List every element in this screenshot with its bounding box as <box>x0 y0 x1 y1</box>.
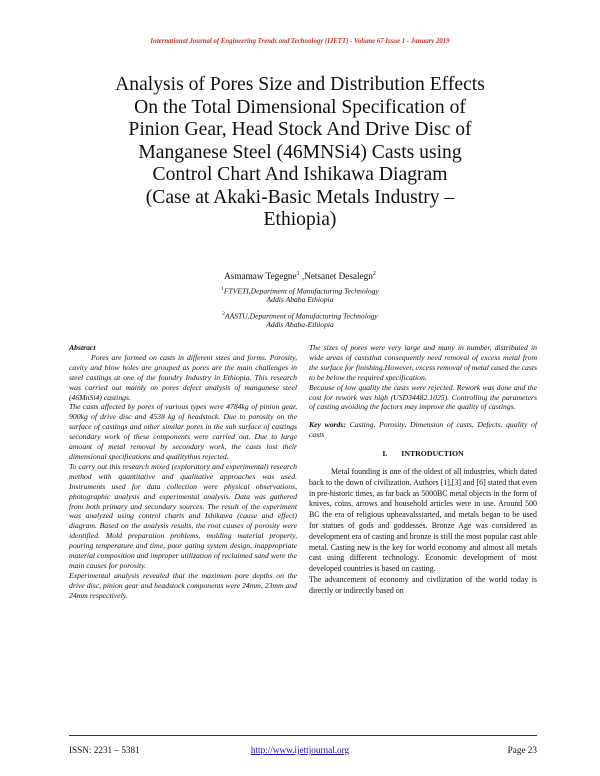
abstract-heading: Abstract <box>69 343 96 352</box>
page-number: Page 23 <box>507 745 537 755</box>
author-affiliation-mark: 1 <box>296 271 300 277</box>
body-paragraph: Metal founding is one of the oldest of all industries, which dated back to the down of civilization. Authors [1],[3] and [6] stated that even in pre-historic times, as far back as 5000BC metal objects in the form of knives, coins, arrows and household articles were in use. Around 500 BC the era of religious upheavalsstarted, and metals began to be used for statues of gods and goddesses. Bronze Age was considered as development era of casting and bronze is still the most popular cast able metal. Casting new is the key for world economy and almost all metals cast using different technology. Economic development of most developed countries is based on casting. <box>309 467 537 574</box>
title-line: Analysis of Pores Size and Distribution Effects <box>115 74 485 95</box>
author-affiliation-mark: 2 <box>372 271 376 277</box>
keywords <box>309 420 537 440</box>
abstract-paragraph: Because of low quality the casts were rejected. Rework was done and the cost for rework was high (USD34482.1025). Controlling the parameters of casting avoiding the factors may improve the quality of castings. <box>309 382 537 412</box>
body-paragraph: The advancement of economy and civilization of the world today is directly or indirectly based on <box>309 575 537 595</box>
affiliation-1-location: Addis Ababa Ethiopia <box>266 295 334 304</box>
keywords-text: Casting, Porosity, Dimension of casts, Defects, quality of casts <box>309 420 538 440</box>
affiliation-mark: 1 <box>221 286 224 292</box>
journal-header: International Journal of Engineering Trends and Technology (IJETT) - Volume 67 Issue 1 - January 2019 <box>150 38 450 45</box>
left-column <box>69 343 297 601</box>
title-line: Manganese Steel (46MNSi4) Casts using <box>138 141 462 163</box>
affiliation-text: AASTU,Department of Manufacturing Technology <box>224 311 378 321</box>
section-heading-introduction <box>309 449 537 459</box>
author-name: Asmamaw Tegegne <box>224 271 297 282</box>
section-number: I. <box>382 449 388 459</box>
title-line: (Case at Akaki-Basic Metals Industry – <box>145 186 455 208</box>
section-title: INTRODUCTION <box>401 449 464 459</box>
affiliation-text: FTVETI,Department of Manufacturing Technology <box>223 286 379 296</box>
author-list <box>0 271 600 281</box>
author-name: Netsanet Desalegn <box>304 271 373 282</box>
footer-issn: ISSN: 2231 – 5381 <box>69 745 140 755</box>
title-line: Control Chart And Ishikawa Diagram <box>152 164 448 185</box>
abstract-paragraph: The sizes of pores were very large and many in number, distributed in wide areas of caststhat consequently need removal of excess metal from the surface for finishing.However, excess removal of metal cased the casts to be below the required specification. <box>309 343 537 382</box>
journal-link[interactable]: http://www.ijettjournal.org <box>250 745 350 755</box>
affiliation-2-location: Addis Ababa-Ethiopia <box>266 320 334 329</box>
keywords-label: Key words: <box>309 420 346 430</box>
author-separator: , <box>299 271 305 282</box>
abstract-paragraph: Pores are formed on casts in different sizes and forms. Porosity, cavity and blow holes are grouped as pores are the main challenges in steel castings at one of the foundry Industry in Ethiopia. This research was carried out mainly on pores defect analysis of manganese steel (46MnSi4) castings. <box>69 352 297 402</box>
footer-divider <box>69 735 537 736</box>
affiliation-mark: 2 <box>222 311 225 317</box>
abstract-paragraph: To carry out this research mixed (exploratory and experimental) research method with quantitative and qualitative approaches was used. Instruments used for data collection were physical observations, photographic analysis and experimental analysis. Data was gathered from both primary and secondary sources. The result of the experiment was analyzed using control charts and Ishikawa (cause and effect) diagram. Based on the analysis results, the root causes of porosity were identified. Mold preparation problems, molding material property, pouring temperature and time, poor gating system design, inappropriate material composition and improper utilization of reclaimed sand were the main causes for porosity. <box>69 461 297 570</box>
abstract-paragraph: The casts affected by pores of various types were 4784kg of pinion gear, 900kg of drive disc and 4538 kg of headstock. Due to porosity on the surface of castings and other similar pores in the sub surface of castings secondary work of these components were carried out. Due to large amount of metal removal by secondary work, the casts lost their dimensional specifications and qualitythus rejected. <box>69 402 297 461</box>
paper-title <box>60 74 540 232</box>
abstract-paragraph: Experimental analysis revealed that the maximum pore depths on the drive disc, pinion gear and headstock components were 24mm, 23mm and 24mm respectively. <box>69 570 297 600</box>
title-line: Ethiopia) <box>263 209 337 230</box>
right-column <box>309 343 537 597</box>
title-line: On the Total Dimensional Specification of <box>134 96 466 118</box>
title-line: Pinion Gear, Head Stock And Drive Disc of <box>128 119 472 140</box>
